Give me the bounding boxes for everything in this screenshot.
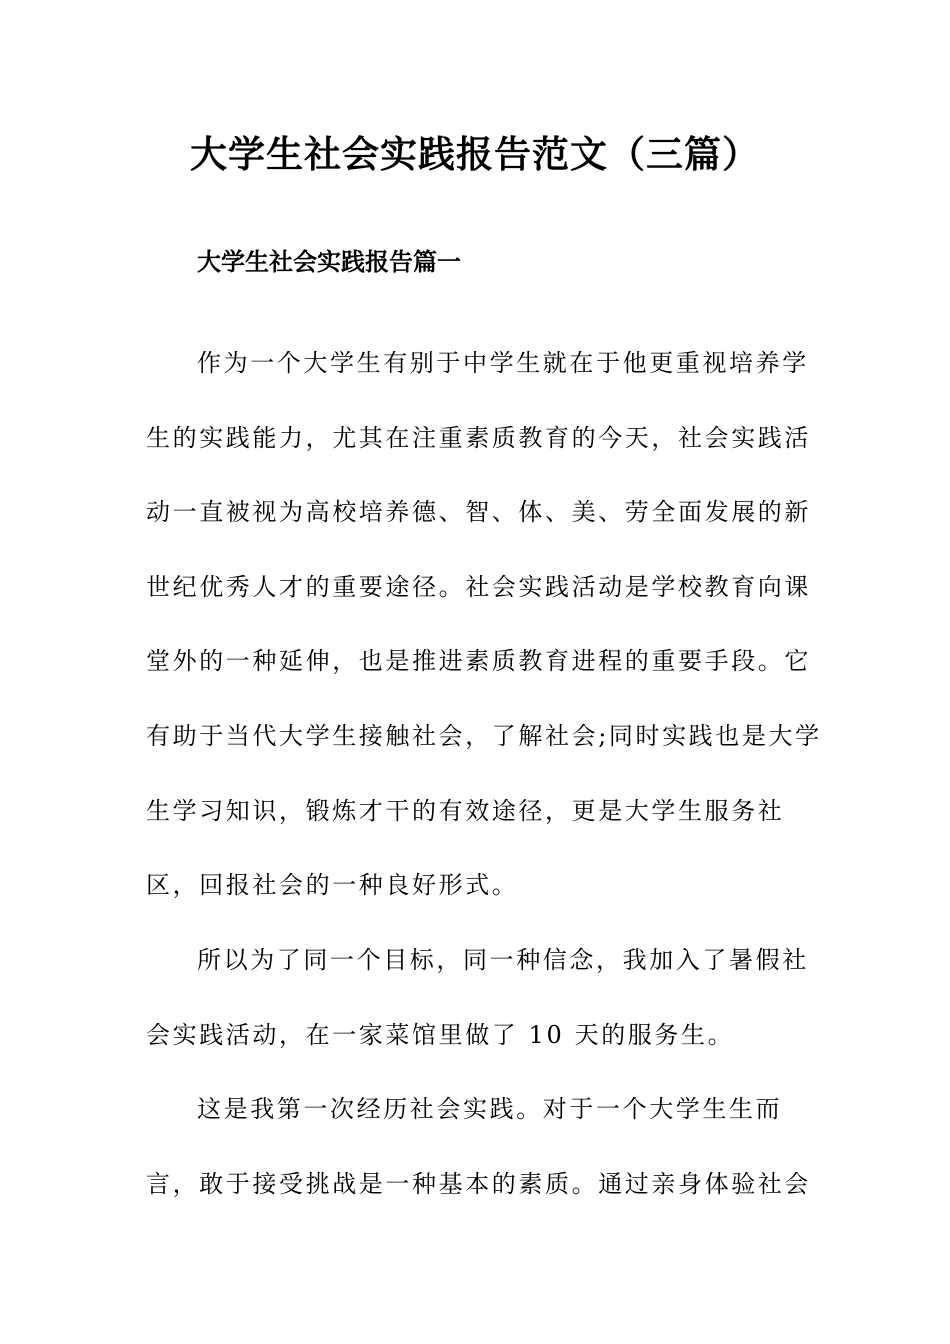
- paragraph-1: [146, 326, 822, 923]
- document-title: 大学生社会实践报告范文（三篇）: [190, 132, 760, 176]
- paragraph-line: 区，回报社会的一种良好形式。: [146, 871, 519, 900]
- paragraph-line: 生学习知识，锻炼才干的有效途径，更是大学生服务社: [146, 796, 785, 825]
- paragraph-2: [146, 923, 809, 1072]
- paragraph-line: 这是我第一次经历社会实践。对于一个大学生生而: [197, 1095, 783, 1123]
- paragraph-3: [146, 1072, 811, 1221]
- paragraph-line: 生的实践能力，尤其在注重素质教育的今天，社会实践活: [146, 423, 811, 452]
- paragraph-line: 言，敢于接受挑战是一种基本的素质。通过亲身体验社会: [146, 1169, 811, 1198]
- paragraph-line: 堂外的一种延伸，也是推进素质教育进程的重要手段。它: [146, 647, 811, 676]
- paragraph-line: 会实践活动，在一家菜馆里做了 10 天的服务生。: [146, 1020, 735, 1049]
- paragraph-line: 所以为了同一个目标，同一种信念，我加入了暑假社: [197, 946, 809, 974]
- section-heading: 大学生社会实践报告篇一: [197, 247, 461, 276]
- paragraph-line: 世纪优秀人才的重要途径。社会实践活动是学校教育向课: [146, 572, 811, 601]
- paragraph-line: 动一直被视为高校培养德、智、体、美、劳全面发展的新: [146, 498, 811, 527]
- paragraph-line: 作为一个大学生有别于中学生就在于他更重视培养学: [197, 349, 809, 377]
- paragraph-line: 有助于当代大学生接触社会，了解社会;同时实践也是大学: [146, 721, 822, 750]
